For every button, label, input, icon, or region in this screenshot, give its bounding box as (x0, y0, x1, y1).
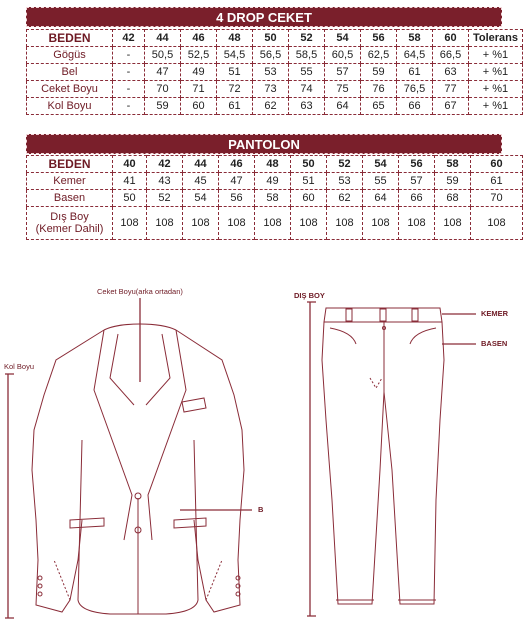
table-cell: + %1 (469, 64, 523, 81)
header-cell: 52 (289, 30, 325, 47)
table-cell: 66,5 (433, 47, 469, 64)
table-cell: 108 (399, 207, 435, 240)
b-label: B (258, 505, 264, 514)
table-cell: 65 (361, 98, 397, 115)
table-cell: - (113, 64, 145, 81)
table-cell: 71 (181, 81, 217, 98)
table-cell: 54 (183, 190, 219, 207)
ceket-boyu-label: Ceket Boyu(arka ortadan) (97, 287, 183, 296)
table-cell: 55 (363, 173, 399, 190)
header-cell: 54 (325, 30, 361, 47)
kemer-label: KEMER (481, 309, 509, 318)
table-cell: 74 (289, 81, 325, 98)
table-cell: 108 (183, 207, 219, 240)
table-cell: 53 (253, 64, 289, 81)
table-cell: 45 (183, 173, 219, 190)
table-cell: 108 (255, 207, 291, 240)
table-cell: 76,5 (397, 81, 433, 98)
table-cell: - (113, 47, 145, 64)
table-cell: 64 (363, 190, 399, 207)
row-label: Gögüs (27, 47, 113, 64)
header-cell: 50 (253, 30, 289, 47)
table-cell: 54,5 (217, 47, 253, 64)
table-cell: 67 (433, 98, 469, 115)
table-cell: 59 (145, 98, 181, 115)
row-label: Kemer (27, 173, 113, 190)
table-cell: 49 (181, 64, 217, 81)
dis-boy-label: DIŞ BOY (294, 291, 325, 300)
table-cell: 108 (471, 207, 523, 240)
table-cell: 55 (289, 64, 325, 81)
table-cell: 58 (255, 190, 291, 207)
table-cell: 43 (147, 173, 183, 190)
jacket-drawing (32, 324, 244, 614)
header-cell: 44 (145, 30, 181, 47)
table-cell: 61 (217, 98, 253, 115)
table-cell: 53 (327, 173, 363, 190)
header-cell: 56 (399, 156, 435, 173)
table-cell: 47 (145, 64, 181, 81)
table-cell: 72 (217, 81, 253, 98)
table-cell: 50,5 (145, 47, 181, 64)
table-cell: 56 (219, 190, 255, 207)
header-cell: 40 (113, 156, 147, 173)
table-cell: - (113, 81, 145, 98)
row-label: Kol Boyu (27, 98, 113, 115)
ceket-title: 4 DROP CEKET (26, 7, 502, 27)
table-cell: 59 (361, 64, 397, 81)
table-cell: 60 (291, 190, 327, 207)
pantolon-title: PANTOLON (26, 134, 502, 154)
header-cell: 56 (361, 30, 397, 47)
table-cell: 61 (397, 64, 433, 81)
header-label: BEDEN (27, 30, 113, 47)
table-cell: + %1 (469, 81, 523, 98)
header-cell: 60 (471, 156, 523, 173)
table-cell: 49 (255, 173, 291, 190)
table-cell: 63 (433, 64, 469, 81)
header-cell: 52 (327, 156, 363, 173)
table-cell: 51 (291, 173, 327, 190)
table-cell: 62 (327, 190, 363, 207)
header-cell: 48 (217, 30, 253, 47)
table-cell: 64,5 (397, 47, 433, 64)
table-cell: 47 (219, 173, 255, 190)
row-label-line-1: Dış Boy (50, 211, 89, 223)
table-cell: 70 (145, 81, 181, 98)
row-label: Bel (27, 64, 113, 81)
header-label: BEDEN (27, 156, 113, 173)
header-cell: 42 (113, 30, 145, 47)
table-cell: 76 (361, 81, 397, 98)
table-cell: 57 (399, 173, 435, 190)
header-cell: 58 (435, 156, 471, 173)
table-cell: 63 (289, 98, 325, 115)
table-cell: + %1 (469, 47, 523, 64)
table-cell: 108 (327, 207, 363, 240)
basen-label: BASEN (481, 339, 508, 348)
table-cell: 70 (471, 190, 523, 207)
header-cell: Tolerans (469, 30, 523, 47)
table-cell: 61 (471, 173, 523, 190)
table-cell: 50 (113, 190, 147, 207)
row-label-line-2: (Kemer Dahil) (35, 223, 104, 235)
table-cell: 60 (181, 98, 217, 115)
table-cell: - (113, 98, 145, 115)
header-cell: 48 (255, 156, 291, 173)
pants-drawing (322, 308, 444, 604)
table-cell: 66 (399, 190, 435, 207)
header-cell: 46 (181, 30, 217, 47)
table-cell: 68 (435, 190, 471, 207)
table-cell: 75 (325, 81, 361, 98)
table-cell: 108 (219, 207, 255, 240)
table-cell: + %1 (469, 98, 523, 115)
table-cell: 64 (325, 98, 361, 115)
header-cell: 54 (363, 156, 399, 173)
table-cell: 108 (291, 207, 327, 240)
table-cell: 62,5 (361, 47, 397, 64)
table-cell: 60,5 (325, 47, 361, 64)
table-cell: 77 (433, 81, 469, 98)
table-cell: 108 (113, 207, 147, 240)
header-cell: 42 (147, 156, 183, 173)
header-cell: 46 (219, 156, 255, 173)
header-cell: 60 (433, 30, 469, 47)
table-cell: 52,5 (181, 47, 217, 64)
table-cell: 73 (253, 81, 289, 98)
table-cell: 108 (363, 207, 399, 240)
table-cell: 56,5 (253, 47, 289, 64)
header-cell: 58 (397, 30, 433, 47)
table-cell: 57 (325, 64, 361, 81)
header-cell: 44 (183, 156, 219, 173)
table-cell: 58,5 (289, 47, 325, 64)
row-label: Basen (27, 190, 113, 207)
table-cell: 52 (147, 190, 183, 207)
table-cell: 59 (435, 173, 471, 190)
header-cell: 50 (291, 156, 327, 173)
table-cell: 108 (435, 207, 471, 240)
table-cell: 51 (217, 64, 253, 81)
table-cell: 62 (253, 98, 289, 115)
table-cell: 66 (397, 98, 433, 115)
kol-boyu-label: Kol Boyu (4, 362, 35, 371)
table-cell: 108 (147, 207, 183, 240)
row-label: Ceket Boyu (27, 81, 113, 98)
table-cell: 41 (113, 173, 147, 190)
